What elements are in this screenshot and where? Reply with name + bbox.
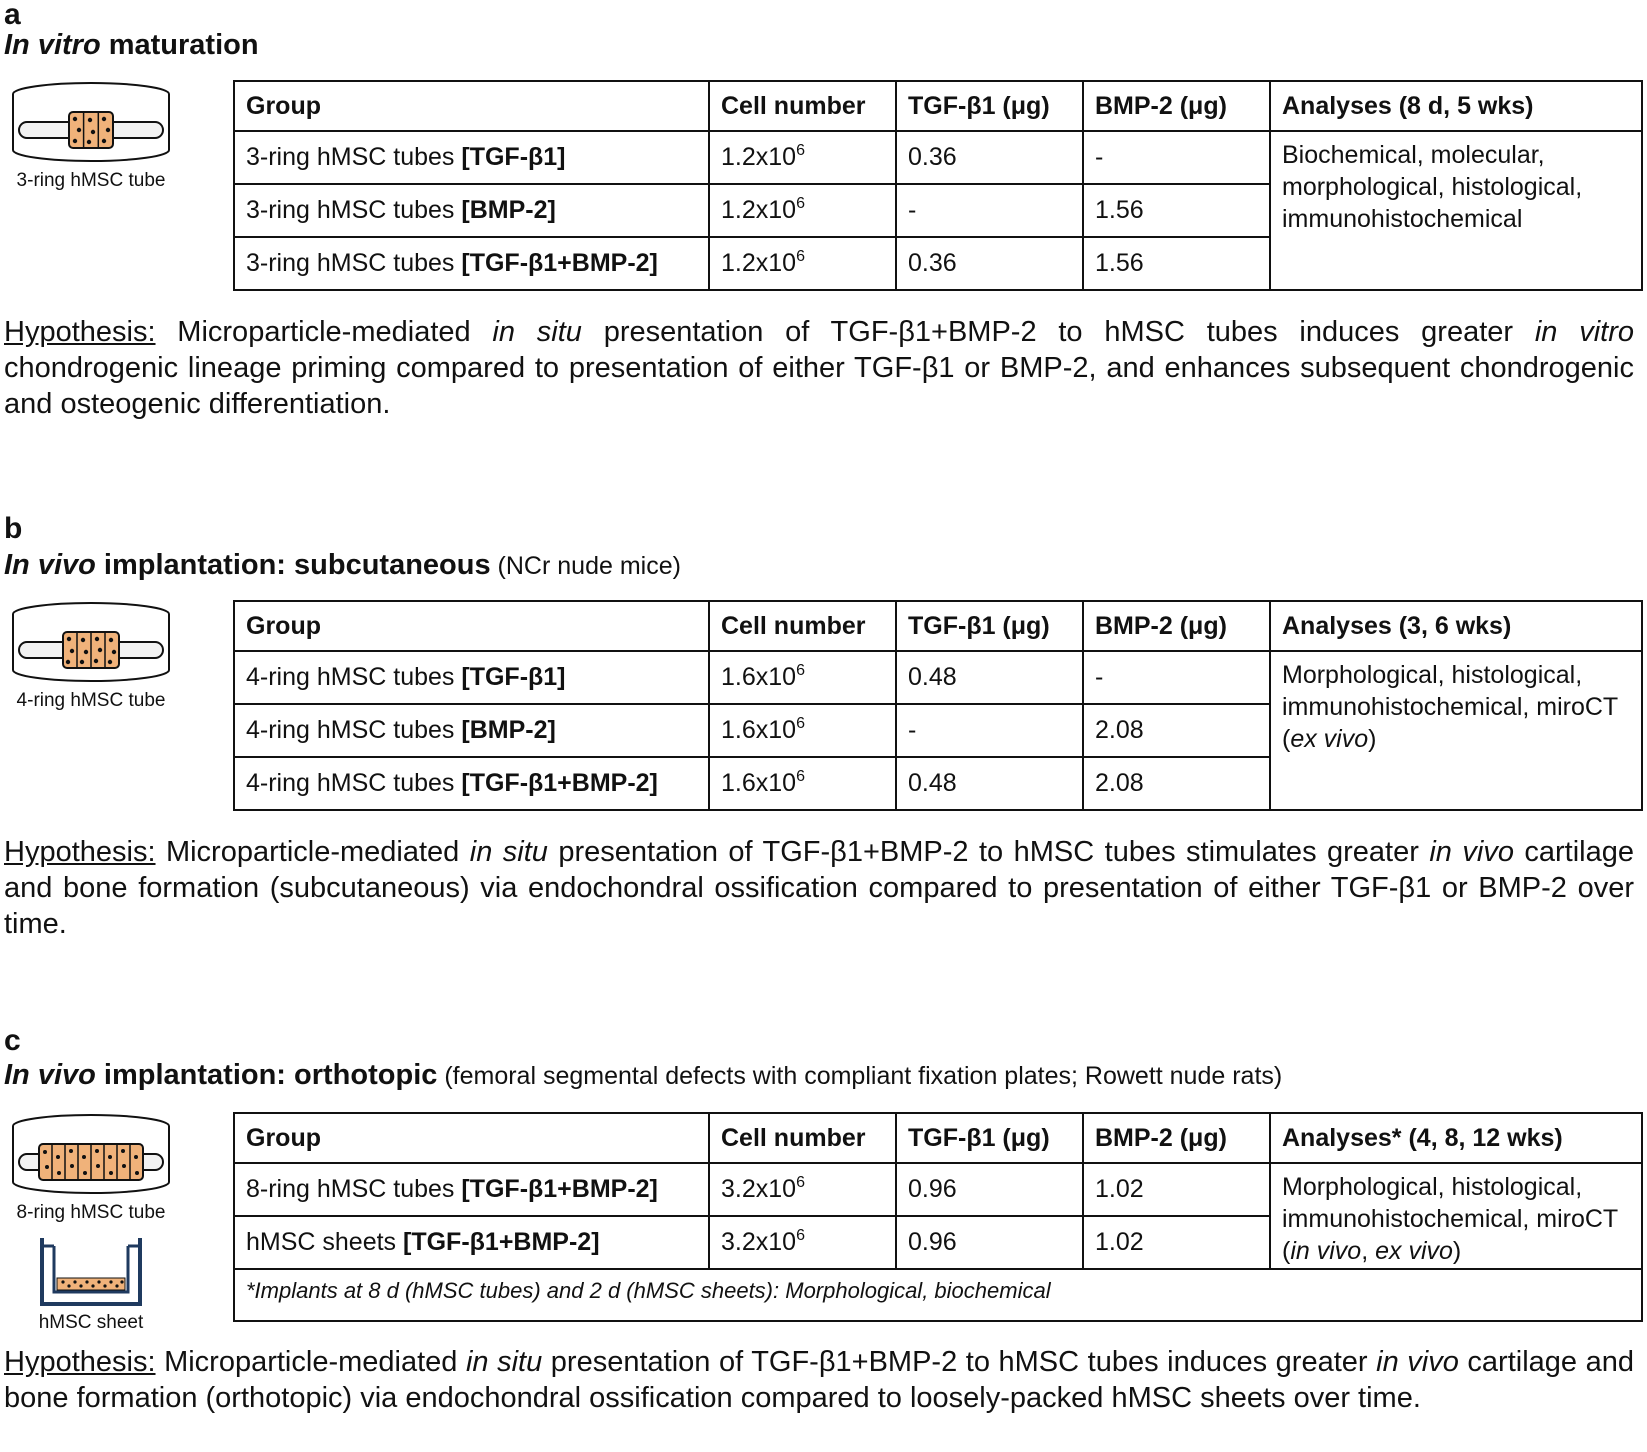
header-cell-number: Cell number (709, 81, 896, 131)
group-cell: 4-ring hMSC tubes [TGF-β1+BMP-2] (234, 757, 709, 810)
cell-number-cell: $3.2x10^6$ (709, 1216, 896, 1269)
cell-number-cell: $1.2x10^6$ (709, 237, 896, 290)
group-cell: 8-ring hMSC tubes [TGF-β1+BMP-2] (234, 1163, 709, 1216)
header-analyses: Analyses (8 d, 5 wks) (1270, 81, 1642, 131)
tgf-cell: 0.36 (896, 131, 1083, 184)
cell-number-cell: $1.2x10^6$ (709, 184, 896, 237)
header-bmp: BMP-2 (μg) (1083, 1113, 1270, 1163)
tube-icon-3-ring (6, 80, 176, 192)
header-tgf: TGF-β1 (μg) (896, 81, 1083, 131)
group-cell: 4-ring hMSC tubes [BMP-2] (234, 704, 709, 757)
table-header-row (234, 601, 1642, 651)
table-row (234, 1163, 1642, 1216)
groups-table-b (233, 600, 1643, 811)
section-letter: c (4, 1024, 21, 1057)
header-tgf: TGF-β1 (μg) (896, 1113, 1083, 1163)
bmp-cell: 2.08 (1083, 704, 1270, 757)
group-cell: 3-ring hMSC tubes [BMP-2] (234, 184, 709, 237)
analyses-cell: Morphological, histological, immunohistochemical, miroCT (in vivo, ex vivo) (1270, 1163, 1642, 1269)
bmp-cell: - (1083, 131, 1270, 184)
culture-dish-icon (9, 1112, 173, 1200)
header-tgf: TGF-β1 (μg) (896, 601, 1083, 651)
section-letter: b (4, 512, 23, 545)
tgf-cell: 0.96 (896, 1163, 1083, 1216)
tgf-cell: 0.48 (896, 651, 1083, 704)
group-cell: 3-ring hMSC tubes [TGF-β1+BMP-2] (234, 237, 709, 290)
analyses-cell: Biochemical, molecular, morphological, histological, immunohistochemical (1270, 131, 1642, 290)
section-letter: a (4, 0, 21, 31)
sheet-icon (6, 1234, 176, 1334)
tube-icon-4-ring (6, 600, 176, 712)
table-row (234, 651, 1642, 704)
tgf-cell: 0.36 (896, 237, 1083, 290)
table-header-row (234, 81, 1642, 131)
icon-label: 8-ring hMSC tube (16, 1202, 166, 1223)
bmp-cell: 1.56 (1083, 184, 1270, 237)
header-group: Group (234, 81, 709, 131)
groups-table-c (233, 1112, 1643, 1322)
header-cell-number: Cell number (709, 601, 896, 651)
hypothesis-label: Hypothesis: (4, 316, 156, 348)
hypothesis-label: Hypothesis: (4, 836, 156, 868)
tube-icon-8-ring (6, 1112, 176, 1224)
table-footnote: *Implants at 8 d (hMSC tubes) and 2 d (hMSC sheets): Morphological, biochemical (234, 1269, 1642, 1321)
tgf-cell: - (896, 704, 1083, 757)
icon-label: 3-ring hMSC tube (16, 170, 166, 191)
ring-icon (39, 1144, 143, 1180)
header-bmp: BMP-2 (μg) (1083, 601, 1270, 651)
hypothesis-text: Hypothesis: Microparticle-mediated in situ presentation of TGF-β1+BMP-2 to hMSC tubes stimulates greater in vivo cartilage and bone formation (subcutaneous) via endochondral ossification compared to presentation of either TGF-β1 or BMP-2 over time. (4, 836, 1635, 940)
tgf-cell: 0.48 (896, 757, 1083, 810)
cell-number-cell: $1.6x10^6$ (709, 651, 896, 704)
analyses-cell: Morphological, histological, immunohistochemical, miroCT (ex vivo) (1270, 651, 1642, 810)
ring-icon (69, 112, 113, 148)
icon-label: 4-ring hMSC tube (16, 690, 166, 711)
bmp-cell: 1.56 (1083, 237, 1270, 290)
bmp-cell: 1.02 (1083, 1163, 1270, 1216)
header-analyses: Analyses (3, 6 wks) (1270, 601, 1642, 651)
cell-number-cell: $1.6x10^6$ (709, 704, 896, 757)
group-cell: 3-ring hMSC tubes [TGF-β1] (234, 131, 709, 184)
hypothesis-text: Hypothesis: Microparticle-mediated in situ presentation of TGF-β1+BMP-2 to hMSC tubes induces greater in vivo cartilage and bone formation (orthotopic) via endochondral ossification compared to loosely-packed hMSC sheets over time. (4, 1346, 1634, 1414)
transwell-insert-icon (36, 1234, 146, 1310)
cell-number-cell: $1.6x10^6$ (709, 757, 896, 810)
header-cell-number: Cell number (709, 1113, 896, 1163)
header-bmp: BMP-2 (μg) (1083, 81, 1270, 131)
hypothesis-text: Hypothesis: Microparticle-mediated in situ presentation of TGF-β1+BMP-2 to hMSC tubes induces greater in vitro chondrogenic lineage priming compared to presentation of either TGF-β1 or BMP-2, and enhances subsequent chondrogenic and osteogenic differentiation. (4, 316, 1634, 420)
cell-number-cell: $3.2x10^6$ (709, 1163, 896, 1216)
group-cell: 4-ring hMSC tubes [TGF-β1] (234, 651, 709, 704)
culture-dish-icon (9, 80, 173, 168)
table-header-row (234, 1113, 1642, 1163)
group-cell: hMSC sheets [TGF-β1+BMP-2] (234, 1216, 709, 1269)
section-title: In vivo implantation: orthotopic (femoral segmental defects with compliant fixation plates; Rowett nude rats) (4, 1059, 1283, 1091)
section-title: In vitro maturation (4, 29, 259, 61)
bmp-cell: 2.08 (1083, 757, 1270, 810)
ring-icon (63, 632, 119, 668)
header-group: Group (234, 601, 709, 651)
culture-dish-icon (9, 600, 173, 688)
hypothesis-label: Hypothesis: (4, 1346, 156, 1378)
table-row (234, 131, 1642, 184)
header-analyses: Analyses* (4, 8, 12 wks) (1270, 1113, 1642, 1163)
cell-sheet-icon (57, 1278, 125, 1290)
groups-table-a (233, 80, 1643, 291)
bmp-cell: - (1083, 651, 1270, 704)
header-group: Group (234, 1113, 709, 1163)
table-footnote-row (234, 1269, 1642, 1321)
tgf-cell: - (896, 184, 1083, 237)
cell-number-cell: $1.2x10^6$ (709, 131, 896, 184)
tgf-cell: 0.96 (896, 1216, 1083, 1269)
section-title: In vivo implantation: subcutaneous (NCr nude mice) (4, 549, 681, 581)
bmp-cell: 1.02 (1083, 1216, 1270, 1269)
icon-label: hMSC sheet (38, 1312, 144, 1333)
